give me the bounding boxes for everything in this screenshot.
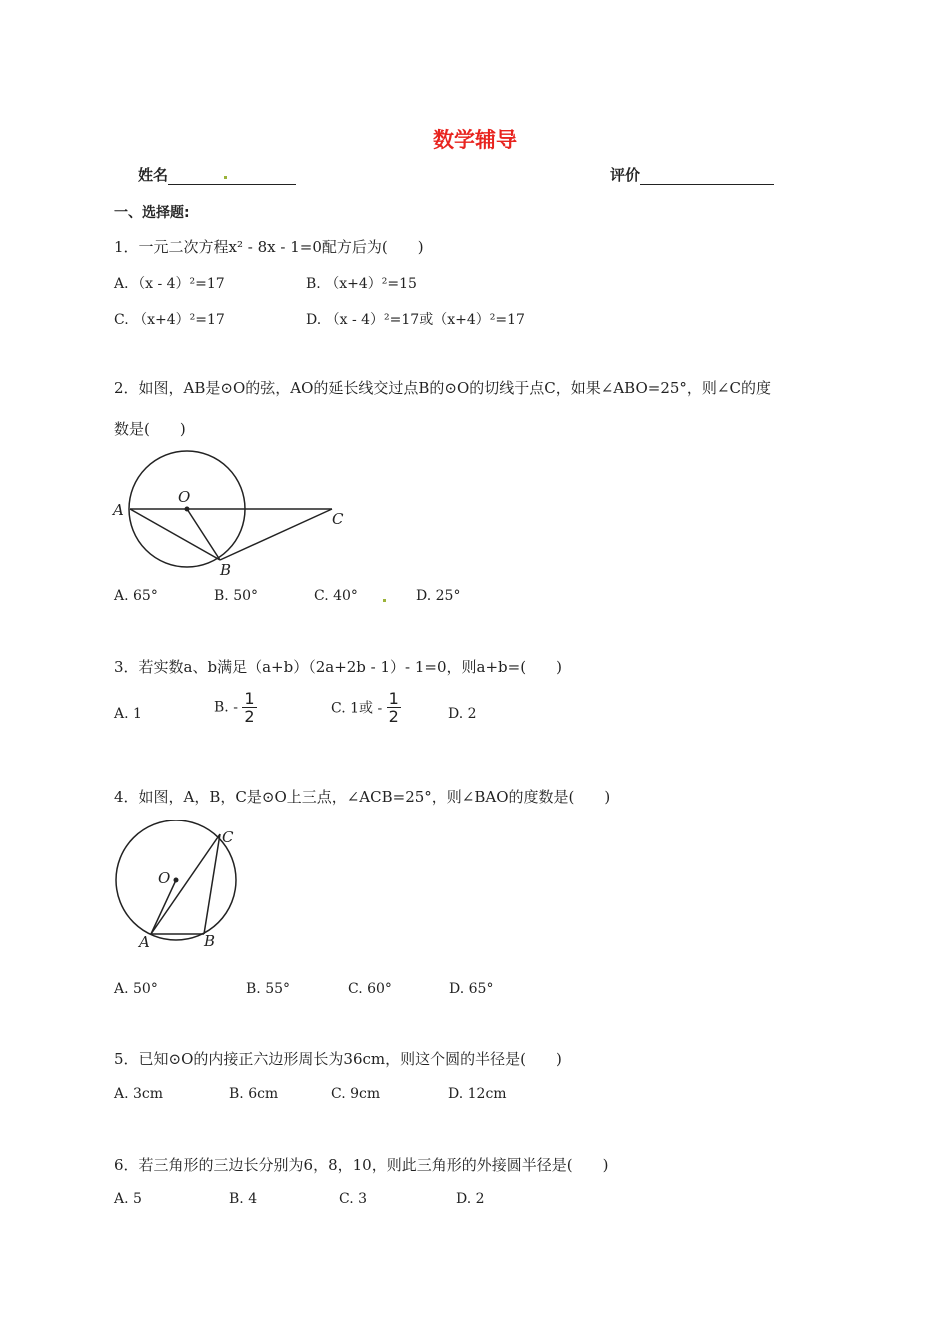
scan-mark bbox=[383, 599, 386, 602]
label-c: C bbox=[222, 828, 234, 846]
fraction-denominator: 2 bbox=[388, 707, 399, 726]
chord-ab bbox=[130, 509, 220, 560]
q2-option-b: B. 50° bbox=[214, 588, 259, 604]
name-label: 姓名 bbox=[138, 166, 169, 184]
q1-option-b: B. （x+4）²=15 bbox=[306, 276, 417, 292]
q3-option-b-prefix: B. - bbox=[214, 699, 238, 716]
question-6-stem: 6．若三角形的三边长分别为6，8，10，则此三角形的外接圆半径是( ) bbox=[114, 1156, 609, 1174]
q1-option-c: C. （x+4）²=17 bbox=[114, 312, 225, 328]
q2-option-c: C. 40° bbox=[314, 588, 358, 604]
name-blank[interactable] bbox=[168, 168, 296, 185]
q1-option-d: D. （x - 4）²=17或（x+4）²=17 bbox=[306, 312, 525, 328]
label-a: A bbox=[113, 501, 124, 519]
label-o: O bbox=[158, 869, 171, 887]
name-field bbox=[138, 164, 296, 185]
q4-option-a: A. 50° bbox=[114, 981, 158, 997]
q4-circle-figure bbox=[106, 820, 252, 952]
fraction-denominator: 2 bbox=[244, 707, 255, 726]
center-point bbox=[185, 507, 190, 512]
section-heading: 一、选择题: bbox=[114, 205, 190, 221]
page-title: 数学辅导 bbox=[433, 128, 517, 152]
q5-option-d: D. 12cm bbox=[448, 1086, 507, 1102]
label-b: B bbox=[220, 561, 232, 579]
q5-option-c: C. 9cm bbox=[331, 1086, 381, 1102]
fraction-numerator: 1 bbox=[244, 689, 255, 708]
q5-option-b: B. 6cm bbox=[229, 1086, 279, 1102]
q4-option-c: C. 60° bbox=[348, 981, 392, 997]
q3-option-a: A. 1 bbox=[114, 706, 142, 722]
q6-option-d: D. 2 bbox=[456, 1191, 485, 1207]
label-a: A bbox=[139, 933, 150, 951]
question-1-stem: 1．一元二次方程x² - 8x - 1=0配方后为( ) bbox=[114, 238, 424, 256]
eval-label: 评价 bbox=[610, 166, 641, 184]
fraction-numerator: 1 bbox=[388, 689, 399, 708]
eval-blank[interactable] bbox=[640, 168, 774, 185]
scan-mark bbox=[224, 176, 227, 179]
question-5-stem: 5．已知⊙O的内接正六边形周长为36cm，则这个圆的半径是( ) bbox=[114, 1050, 562, 1068]
q2-option-a: A. 65° bbox=[114, 588, 158, 604]
chord-bc bbox=[204, 834, 220, 934]
radius-oa bbox=[151, 880, 176, 934]
q6-option-b: B. 4 bbox=[229, 1191, 258, 1207]
eval-field bbox=[610, 164, 774, 185]
q4-option-d: D. 65° bbox=[449, 981, 494, 997]
q6-option-a: A. 5 bbox=[114, 1191, 142, 1207]
question-2-stem-line1: 2．如图，AB是⊙O的弦，AO的延长线交过点B的⊙O的切线于点C，如果∠ABO=25°，则∠C的度 bbox=[114, 379, 771, 397]
label-b: B bbox=[204, 932, 216, 950]
q3-option-d: D. 2 bbox=[448, 706, 477, 722]
q5-option-a: A. 3cm bbox=[114, 1086, 164, 1102]
q3-option-b-fraction bbox=[242, 690, 256, 725]
q1-option-a: A．（x - 4）²=17 bbox=[114, 276, 225, 292]
label-c: C bbox=[332, 510, 344, 528]
question-4-stem: 4．如图，A，B，C是⊙O上三点，∠ACB=25°，则∠BAO的度数是( ) bbox=[114, 788, 611, 806]
q3-option-c-fraction bbox=[387, 690, 401, 725]
label-o: O bbox=[178, 488, 191, 506]
q3-option-c bbox=[331, 690, 401, 725]
radius-ob bbox=[187, 509, 220, 560]
q6-option-c: C. 3 bbox=[339, 1191, 368, 1207]
question-2-stem-line2: 数是( ) bbox=[114, 420, 186, 438]
q4-option-b: B. 55° bbox=[246, 981, 291, 997]
question-3-stem: 3．若实数a、b满足（a+b）（2a+2b - 1）- 1=0，则a+b=( ) bbox=[114, 658, 562, 676]
q2-option-d: D. 25° bbox=[416, 588, 461, 604]
tangent-bc bbox=[220, 509, 332, 560]
q3-option-c-prefix: C. 1或 - bbox=[331, 700, 383, 717]
q3-option-b bbox=[214, 690, 257, 725]
q2-circle-figure bbox=[108, 446, 358, 582]
center-point bbox=[174, 878, 179, 883]
